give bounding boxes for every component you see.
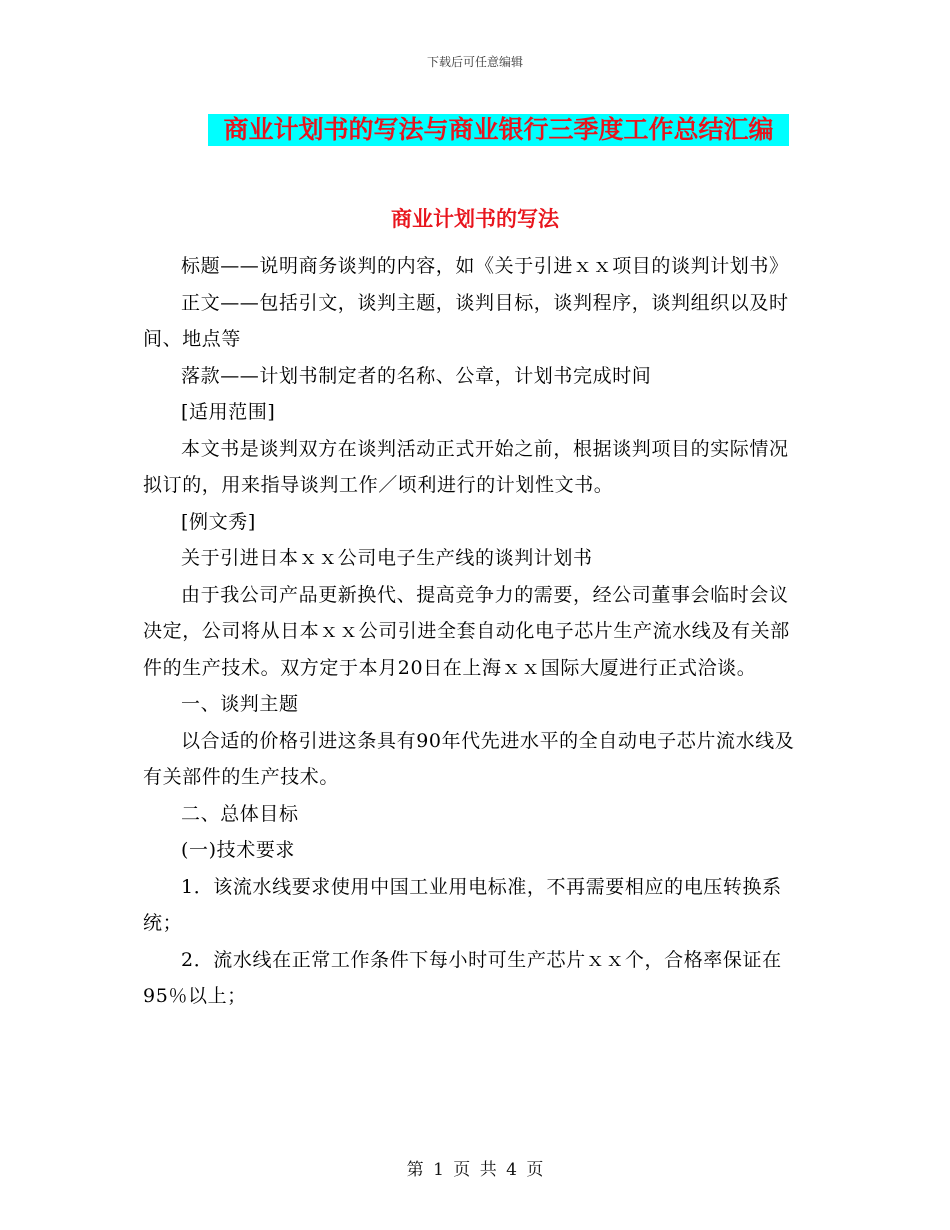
page-header: 下载后可任意编辑 <box>426 55 523 69</box>
paragraph: 以合适的价格引进这条具有90年代先进水平的全自动电子芯片流水线及有关部件的生产技术。 <box>143 729 795 788</box>
document-body <box>143 248 803 1015</box>
paragraph: 本文书是谈判双方在谈判活动正式开始之前，根据谈判项目的实际情况拟订的，用来指导谈判工作／顷利进行的计划性文书。 <box>143 437 789 496</box>
document-title: 商业计划书的写法与商业银行三季度工作总结汇编 <box>208 114 789 146</box>
paragraph: 落款——计划书制定者的名称、公章，计划书完成时间 <box>181 364 652 387</box>
paragraph: 二、总体目标 <box>181 802 299 825</box>
paragraph: (一)技术要求 <box>181 839 296 861</box>
section-title: 商业计划书的写法 <box>391 207 559 231</box>
paragraph: 关于引进日本ｘｘ公司电子生产线的谈判计划书 <box>181 547 593 569</box>
paragraph: 1．该流水线要求使用中国工业用电标准，不再需要相应的电压转换系统； <box>143 875 782 934</box>
paragraph: [例文秀] <box>181 510 256 533</box>
paragraph: 由于我公司产品更新换代、提高竞争力的需要，经公司董事会临时会议决定，公司将从日本ｘｘ公司引进全套自动化电子芯片生产流水线及有关部件的生产技术。双方定于本月20日在上海ｘｘ国际大厦进行正式洽谈。 <box>143 583 790 679</box>
paragraph: [适用范围] <box>181 401 276 423</box>
page-footer: 第 1 页 共 4 页 <box>406 1160 544 1180</box>
paragraph: 标题——说明商务谈判的内容，如《关于引进ｘｘ项目的谈判计划书》 <box>181 255 789 277</box>
paragraph: 一、谈判主题 <box>181 693 299 715</box>
paragraph: 2．流水线在正常工作条件下每小时可生产芯片ｘｘ个，合格率保证在95％以上； <box>143 948 782 1007</box>
paragraph: 正文——包括引文，谈判主题，谈判目标，谈判程序，谈判组织以及时间、地点等 <box>143 291 789 350</box>
